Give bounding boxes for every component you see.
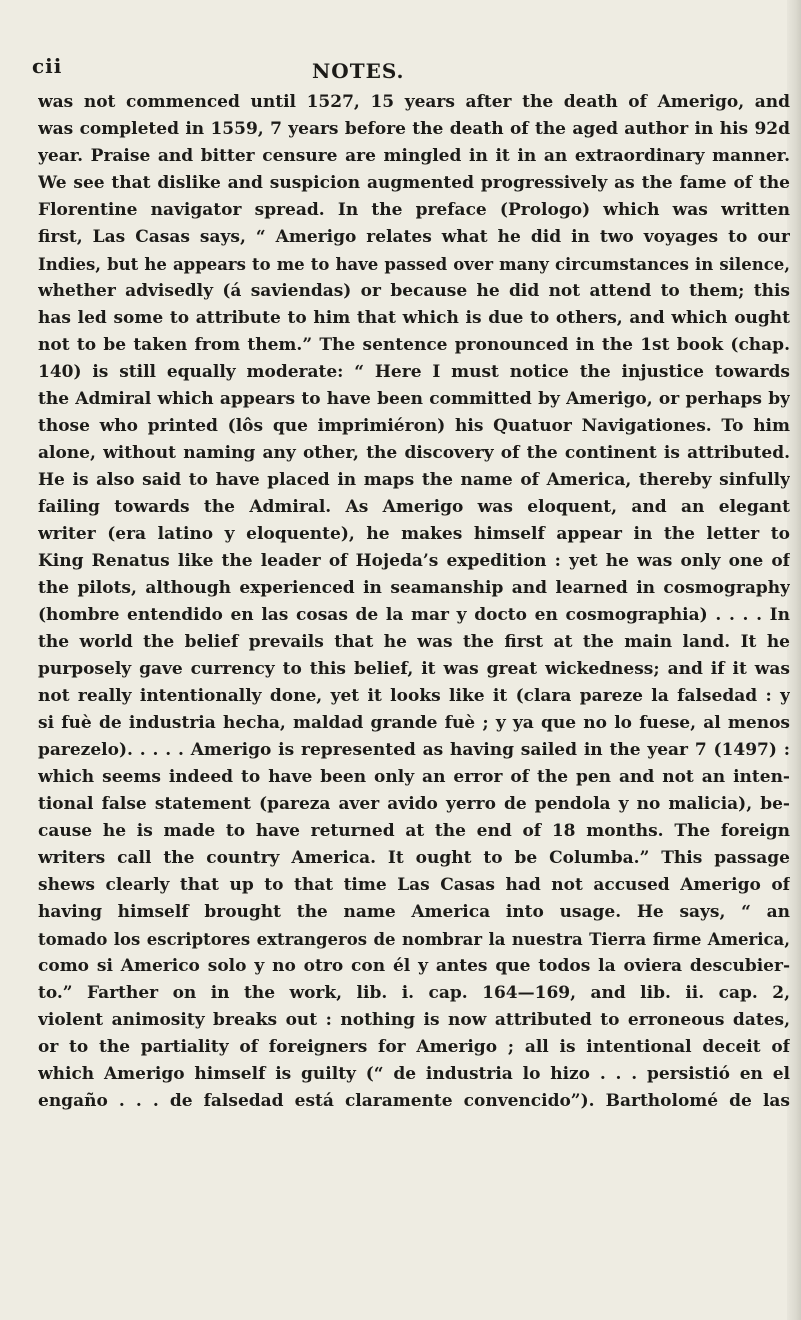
text-line: si fuè de industria hecha, maldad grande fuè ; y ya que no lo fuese, al menos (38, 713, 790, 733)
text-line: tomado los escriptores extrangeros de nombrar la nuestra Tierra firme America, (38, 930, 790, 949)
text-line: whether advisedly (á saviendas) or because he did not attend to them; this (38, 281, 790, 301)
text-line: the pilots, although experienced in seamanship and learned in cosmography (38, 578, 790, 598)
running-title: NOTES. (312, 59, 405, 83)
text-line: King Renatus like the leader of Hojeda’s expedition : yet he was only one of (38, 551, 790, 571)
text-line: writer (era latino y eloquente), he makes himself appear in the letter to (38, 524, 790, 544)
text-line: year. Praise and bitter censure are mingled in it in an extraordinary manner. (38, 146, 790, 166)
text-line: purposely gave currency to this belief, it was great wickedness; and if it was (38, 659, 790, 679)
text-line: first, Las Casas says, “ Amerigo relates what he did in two voyages to our (38, 227, 790, 247)
text-line: parezelo). . . . . Amerigo is represented as having sailed in the year 7 (1497) : (38, 740, 790, 760)
text-line: (hombre entendido en las cosas de la mar y docto en cosmographia) . . . . In (38, 605, 790, 625)
text-line: He is also said to have placed in maps the name of America, thereby sinfully (38, 470, 790, 490)
body-text (38, 89, 790, 1115)
text-line: cause he is made to have returned at the end of 18 months. The foreign (38, 821, 790, 841)
text-line: We see that dislike and suspicion augmented progressively as the fame of the (38, 173, 790, 193)
text-line: the world the belief prevails that he was the first at the main land. It he (38, 632, 790, 652)
text-line: having himself brought the name America into usage. He says, “ an (38, 902, 790, 922)
text-line: was completed in 1559, 7 years before the death of the aged author in his 92d (38, 119, 790, 139)
text-line: tional false statement (pareza aver avido yerro de pendola y no malicia), be- (38, 794, 790, 814)
text-line: was not commenced until 1527, 15 years after the death of Amerigo, and (38, 92, 790, 112)
text-line: not to be taken from them.” The sentence pronounced in the 1st book (chap. (38, 335, 790, 355)
text-line: not really intentionally done, yet it looks like it (clara pareze la falsedad : y (38, 686, 790, 706)
text-line: alone, without naming any other, the discovery of the continent is attributed. (38, 443, 790, 463)
text-line: como si Americo solo y no otro con él y antes que todos la oviera descubier- (38, 956, 790, 976)
text-line: failing towards the Admiral. As Amerigo was eloquent, and an elegant (38, 497, 790, 517)
text-line: writers call the country America. It ought to be Columba.” This passage (38, 848, 790, 868)
text-line: 140) is still equally moderate: “ Here I must notice the injustice towards (38, 362, 790, 382)
text-line: those who printed (lôs que imprimiéron) his Quatuor Navigationes. To him (38, 416, 790, 436)
text-line: or to the partiality of foreigners for Amerigo ; all is intentional deceit of (38, 1037, 790, 1057)
text-line: Indies, but he appears to me to have passed over many circumstances in silence, (38, 255, 790, 274)
text-line: engaño . . . de falsedad está claramente convencido”). Bartholomé de las (38, 1091, 790, 1111)
text-line: which seems indeed to have been only an error of the pen and not an inten- (38, 767, 790, 787)
text-line: has led some to attribute to him that which is due to others, and which ought (38, 308, 790, 328)
text-line: the Admiral which appears to have been committed by Amerigo, or perhaps by (38, 389, 790, 409)
text-line: Florentine navigator spread. In the preface (Prologo) which was written (38, 200, 790, 220)
text-line: to.” Farther on in the work, lib. i. cap. 164—169, and lib. ii. cap. 2, (38, 983, 790, 1003)
text-line: shews clearly that up to that time Las Casas had not accused Amerigo of (38, 875, 790, 895)
text-line: which Amerigo himself is guilty (“ de industria lo hizo . . . persistió en el (38, 1064, 790, 1084)
page-number: cii (32, 54, 63, 78)
text-line: violent animosity breaks out : nothing is now attributed to erroneous dates, (38, 1010, 790, 1030)
